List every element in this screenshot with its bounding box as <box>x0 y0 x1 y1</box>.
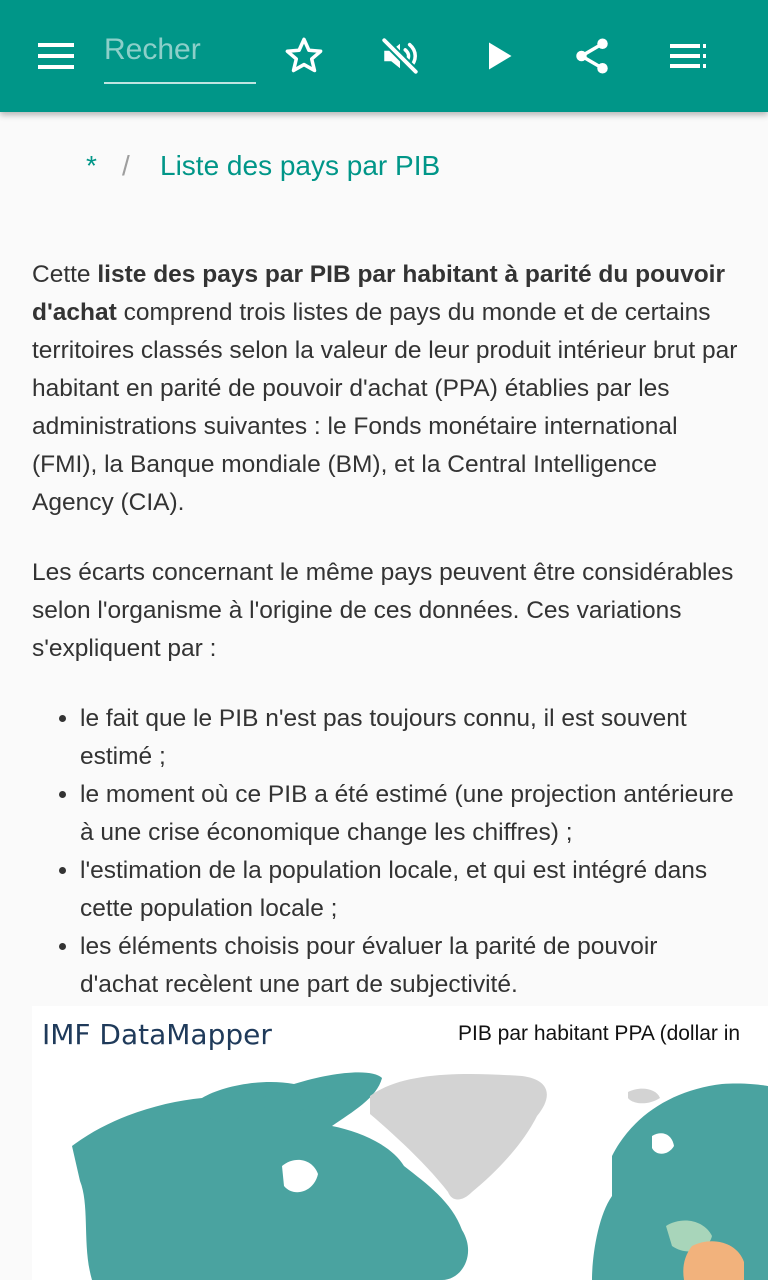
toc-icon <box>668 41 708 71</box>
list-item: • le moment où ce PIB a été estimé (une projection antérieure à une crise économique change les chiffres) ; <box>80 776 740 852</box>
map-title: PIB par habitant PPA (dollar in <box>458 1022 741 1045</box>
list-item: • l'estimation de la population locale, et qui est intégré dans cette population locale ; <box>80 852 740 928</box>
page-title: Liste des pays par PIB <box>160 150 441 181</box>
bookmark-button[interactable] <box>272 24 336 88</box>
breadcrumb <box>0 148 768 188</box>
menu-button[interactable] <box>24 24 88 88</box>
europe-shape <box>592 1083 768 1280</box>
play-icon <box>480 38 516 74</box>
search-input[interactable] <box>104 26 256 74</box>
star-icon <box>283 35 325 77</box>
breadcrumb-home-link[interactable]: * <box>86 150 97 181</box>
mute-button[interactable] <box>368 24 432 88</box>
contents-button[interactable] <box>656 24 720 88</box>
intro-lead: Cette <box>32 261 98 288</box>
share-icon <box>571 35 613 77</box>
menu-icon <box>36 41 76 71</box>
top-app-bar <box>0 0 768 112</box>
list-item: • les éléments choisis pour évaluer la parité de pouvoir d'achat recèlent une part de subjectivité. <box>80 928 740 1004</box>
second-paragraph: Les écarts concernant le même pays peuvent être considérables selon l'organisme à l'origine de ces données. Ces variations s'expliquent par : <box>32 559 734 662</box>
gdp-map-image[interactable] <box>32 1006 768 1280</box>
share-button[interactable] <box>560 24 624 88</box>
volume-off-icon <box>379 35 421 77</box>
list-item: • le fait que le PIB n'est pas toujours connu, il est souvent estimé ; <box>80 700 740 776</box>
article-body <box>32 256 740 1004</box>
map-brand-label: IMF DataMapper <box>42 1018 272 1051</box>
intro-rest: comprend trois listes de pays du monde et de certains territoires classés selon la valeur de leur produit intérieur brut par habitant en parité de pouvoir d'achat (PPA) établies par les administrations suivantes : le Fonds monétaire international (FMI), la Banque mondiale (BM), et la Central Intelligence Agency (CIA). <box>32 299 738 516</box>
iceland-shape <box>628 1089 660 1104</box>
intro-bold-term: liste des pays par PIB par habitant à parité du pouvoir d'achat <box>32 261 725 326</box>
play-button[interactable] <box>466 24 530 88</box>
intro-paragraph <box>32 256 740 522</box>
bullet-list <box>32 700 740 1004</box>
search-field[interactable] <box>104 26 256 84</box>
breadcrumb-separator: / <box>122 150 130 181</box>
